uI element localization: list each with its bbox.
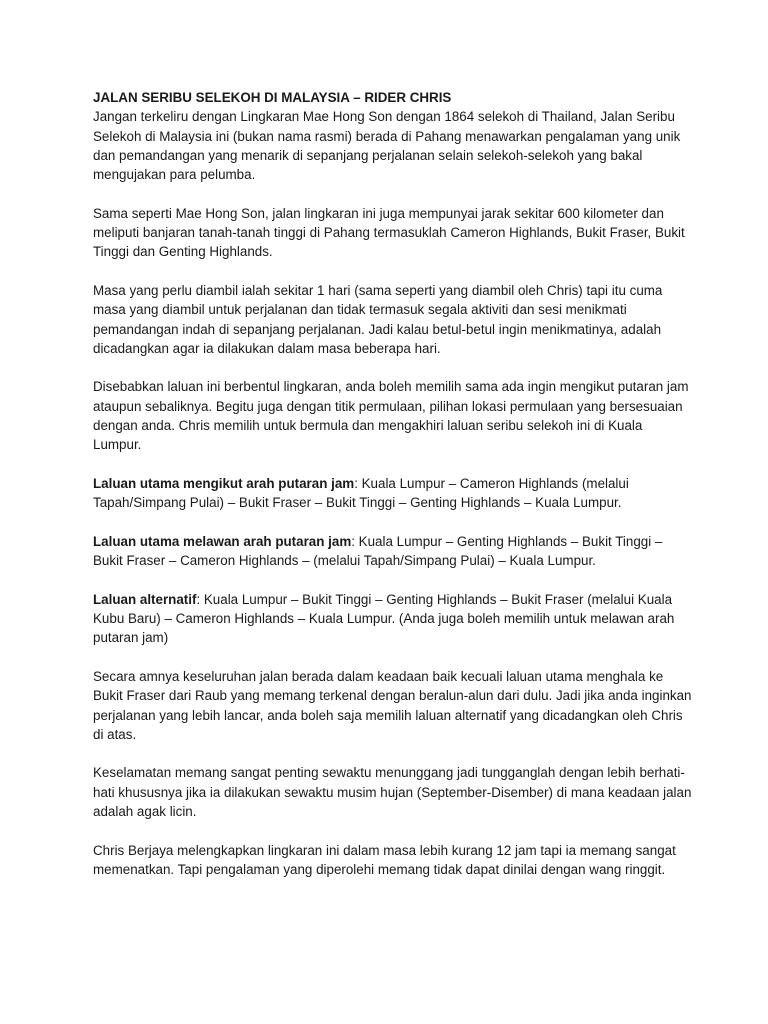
paragraph-duration: Masa yang perlu diambil ialah sekitar 1 hari (sama seperti yang diambil oleh Chris) tapi itu cuma masa yang diambil untuk perjalanan dan tidak termasuk segala aktiviti dan sesi menikmati pemandangan indah di sepanjang perjalanan. Jadi kalau betul-betul ingin menikmatinya, adalah dicadangkan agar ia dilakukan dalam masa beberapa hari. — [93, 282, 663, 356]
route-alternative — [93, 590, 693, 648]
route-clockwise-text: : Kuala Lumpur – Cameron Highlands (melalui Tapah/Simpang Pulai) – Bukit Fraser – Bukit Tinggi – Genting Highlands – Kuala Lumpur. — [93, 475, 629, 511]
document-title: JALAN SERIBU SELEKOH DI MALAYSIA – RIDER CHRIS — [93, 90, 452, 105]
paragraph-distance: Sama seperti Mae Hong Son, jalan lingkaran ini juga mempunyai jarak sekitar 600 kilometer dan meliputi banjaran tanah-tanah tinggi di Pahang termasuklah Cameron Highlands, Bukit Fraser, Bukit Tinggi dan Genting Highlands. — [93, 205, 685, 260]
route-clockwise-label: Laluan utama mengikut arah putaran jam — [93, 475, 355, 491]
paragraph-conclusion: Chris Berjaya melengkapkan lingkaran ini dalam masa lebih kurang 12 jam tapi ia memang sangat memenatkan. Tapi pengalaman yang diperolehi memang tidak dapat dinilai dengan wang ringgit. — [93, 842, 676, 877]
route-clockwise — [93, 474, 693, 513]
paragraph-direction: Disebabkan laluan ini berbentul lingkaran, anda boleh memilih sama ada ingin mengikut putaran jam ataupun sebaliknya. Begitu juga dengan titik permulaan, pilihan lokasi permulaan yang bersesuaian dengan anda. Chris memilih untuk bermula dan mengakhiri laluan seribu selekoh ini di Kuala Lumpur. — [93, 379, 689, 453]
document-page — [93, 88, 693, 898]
route-counterclockwise — [93, 532, 693, 571]
route-alternative-text: : Kuala Lumpur – Bukit Tinggi – Genting Highlands – Bukit Fraser (melalui Kuala Kubu Baru) – Cameron Highlands – Kuala Lumpur. (Anda juga boleh memilih untuk melawan arah putaran jam) — [93, 591, 675, 646]
route-counterclockwise-label: Laluan utama melawan arah putaran jam — [93, 533, 352, 549]
paragraph-intro: Jangan terkeliru dengan Lingkaran Mae Hong Son dengan 1864 selekoh di Thailand, Jalan Seribu Selekoh di Malaysia ini (bukan nama rasmi) berada di Pahang menawarkan pengalaman yang unik dan pemandangan yang menarik di sepanjang perjalanan selain selekoh-selekoh yang bakal mengujakan para pelumba. — [93, 109, 681, 183]
route-alternative-label: Laluan alternatif — [93, 591, 197, 607]
paragraph-safety: Keselamatan memang sangat penting sewaktu menunggang jadi tungganglah dengan lebih berhati-hati khususnya jika ia dilakukan sewaktu musim hujan (September-Disember) di mana keadaan jalan adalah agak licin. — [93, 765, 692, 819]
paragraph-road-condition: Secara amnya keseluruhan jalan berada dalam keadaan baik kecuali laluan utama menghala ke Bukit Fraser dari Raub yang memang terkenal dengan beralun-alun dari dulu. Jadi jika anda inginkan perjalanan yang lebih lancar, anda boleh saja memilih laluan alternatif yang dicadangkan oleh Chris di atas. — [93, 668, 692, 742]
route-counterclockwise-text: : Kuala Lumpur – Genting Highlands – Bukit Tinggi – Bukit Fraser – Cameron Highlands – (melalui Tapah/Simpang Pulai) – Kuala Lumpur. — [93, 533, 663, 569]
